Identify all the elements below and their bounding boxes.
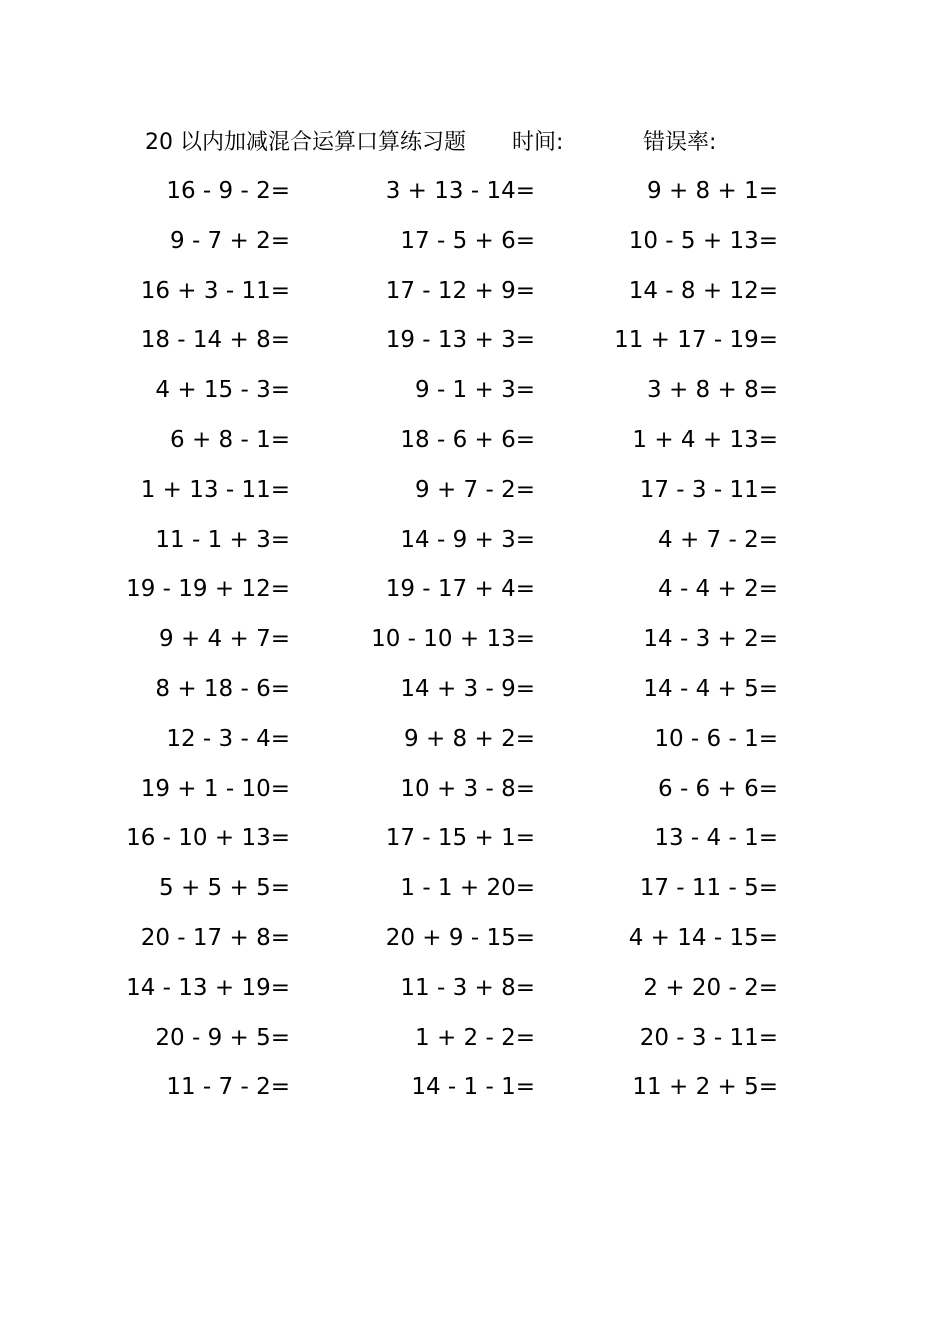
problem-row xyxy=(0,967,950,1017)
problem-item: 13 - 4 - 1= xyxy=(654,825,778,852)
problem-item: 6 + 8 - 1= xyxy=(170,426,290,453)
problem-item: 8 + 18 - 6= xyxy=(155,675,290,702)
problem-item: 10 - 5 + 13= xyxy=(628,227,778,254)
problem-item: 9 + 4 + 7= xyxy=(159,626,290,653)
problem-item: 14 - 8 + 12= xyxy=(628,277,778,304)
problem-row xyxy=(0,220,950,270)
problem-row xyxy=(0,867,950,917)
problem-item: 14 - 1 - 1= xyxy=(411,1074,535,1101)
problem-item: 12 - 3 - 4= xyxy=(166,725,290,752)
problem-item: 19 - 13 + 3= xyxy=(385,327,535,354)
problem-grid xyxy=(0,170,950,1116)
problem-item: 20 + 9 - 15= xyxy=(385,924,535,951)
problem-item: 11 - 7 - 2= xyxy=(166,1074,290,1101)
worksheet-header xyxy=(0,125,950,161)
problem-item: 3 + 13 - 14= xyxy=(385,178,535,204)
problem-item: 10 - 10 + 13= xyxy=(371,626,535,653)
problem-item: 1 + 13 - 11= xyxy=(140,476,290,503)
problem-item: 11 - 1 + 3= xyxy=(155,526,290,553)
problem-item: 14 - 3 + 2= xyxy=(643,626,778,653)
problem-item: 10 + 3 - 8= xyxy=(400,775,535,802)
problem-item: 19 - 17 + 4= xyxy=(385,576,535,603)
problem-item: 19 + 1 - 10= xyxy=(140,775,290,802)
problem-item: 9 - 7 + 2= xyxy=(170,227,290,254)
problem-item: 17 - 11 - 5= xyxy=(639,875,778,902)
problem-item: 11 - 3 + 8= xyxy=(400,974,535,1001)
problem-item: 20 - 17 + 8= xyxy=(140,924,290,951)
time-label: 时间: xyxy=(512,130,564,155)
problem-item: 9 + 7 - 2= xyxy=(415,476,535,503)
problem-row xyxy=(0,1066,950,1116)
problem-item: 14 + 3 - 9= xyxy=(400,675,535,702)
problem-item: 10 - 6 - 1= xyxy=(654,725,778,752)
problem-item: 9 - 1 + 3= xyxy=(415,377,535,404)
problem-row xyxy=(0,170,950,220)
problem-item: 17 - 15 + 1= xyxy=(385,825,535,852)
problem-item: 11 + 2 + 5= xyxy=(632,1074,778,1101)
error-rate-label: 错误率: xyxy=(643,130,717,155)
problem-item: 5 + 5 + 5= xyxy=(159,875,290,902)
problem-row xyxy=(0,917,950,967)
problem-item: 4 + 14 - 15= xyxy=(628,924,778,951)
problem-item: 3 + 8 + 8= xyxy=(647,377,778,404)
problem-item: 16 - 10 + 13= xyxy=(126,825,290,852)
problem-item: 1 + 4 + 13= xyxy=(632,426,778,453)
problem-row xyxy=(0,419,950,469)
problem-row xyxy=(0,270,950,320)
problem-item: 9 + 8 + 1= xyxy=(647,178,778,204)
problem-item: 14 - 13 + 19= xyxy=(126,974,290,1001)
problem-item: 18 - 14 + 8= xyxy=(140,327,290,354)
problem-row xyxy=(0,817,950,867)
problem-item: 4 - 4 + 2= xyxy=(658,576,778,603)
problem-item: 17 - 5 + 6= xyxy=(400,227,535,254)
problem-row xyxy=(0,568,950,618)
problem-item: 20 - 9 + 5= xyxy=(155,1024,290,1051)
problem-row xyxy=(0,768,950,818)
problem-item: 14 - 9 + 3= xyxy=(400,526,535,553)
problem-item: 14 - 4 + 5= xyxy=(643,675,778,702)
problem-row xyxy=(0,668,950,718)
problem-item: 16 + 3 - 11= xyxy=(140,277,290,304)
problem-item: 6 - 6 + 6= xyxy=(658,775,778,802)
problem-item: 16 - 9 - 2= xyxy=(166,178,290,204)
problem-row xyxy=(0,369,950,419)
problem-row xyxy=(0,718,950,768)
problem-item: 1 + 2 - 2= xyxy=(415,1024,535,1051)
problem-item: 20 - 3 - 11= xyxy=(639,1024,778,1051)
problem-item: 17 - 12 + 9= xyxy=(385,277,535,304)
problem-item: 11 + 17 - 19= xyxy=(614,327,778,354)
problem-row xyxy=(0,469,950,519)
problem-item: 17 - 3 - 11= xyxy=(639,476,778,503)
problem-item: 19 - 19 + 12= xyxy=(126,576,290,603)
problem-row xyxy=(0,618,950,668)
problem-item: 9 + 8 + 2= xyxy=(404,725,535,752)
problem-row xyxy=(0,519,950,569)
problem-item: 4 + 7 - 2= xyxy=(658,526,778,553)
problem-item: 1 - 1 + 20= xyxy=(400,875,535,902)
problem-item: 18 - 6 + 6= xyxy=(400,426,535,453)
worksheet-title: 20 以内加减混合运算口算练习题 xyxy=(145,130,466,155)
problem-item: 2 + 20 - 2= xyxy=(643,974,778,1001)
problem-item: 4 + 15 - 3= xyxy=(155,377,290,404)
problem-row xyxy=(0,1017,950,1067)
problem-row xyxy=(0,319,950,369)
